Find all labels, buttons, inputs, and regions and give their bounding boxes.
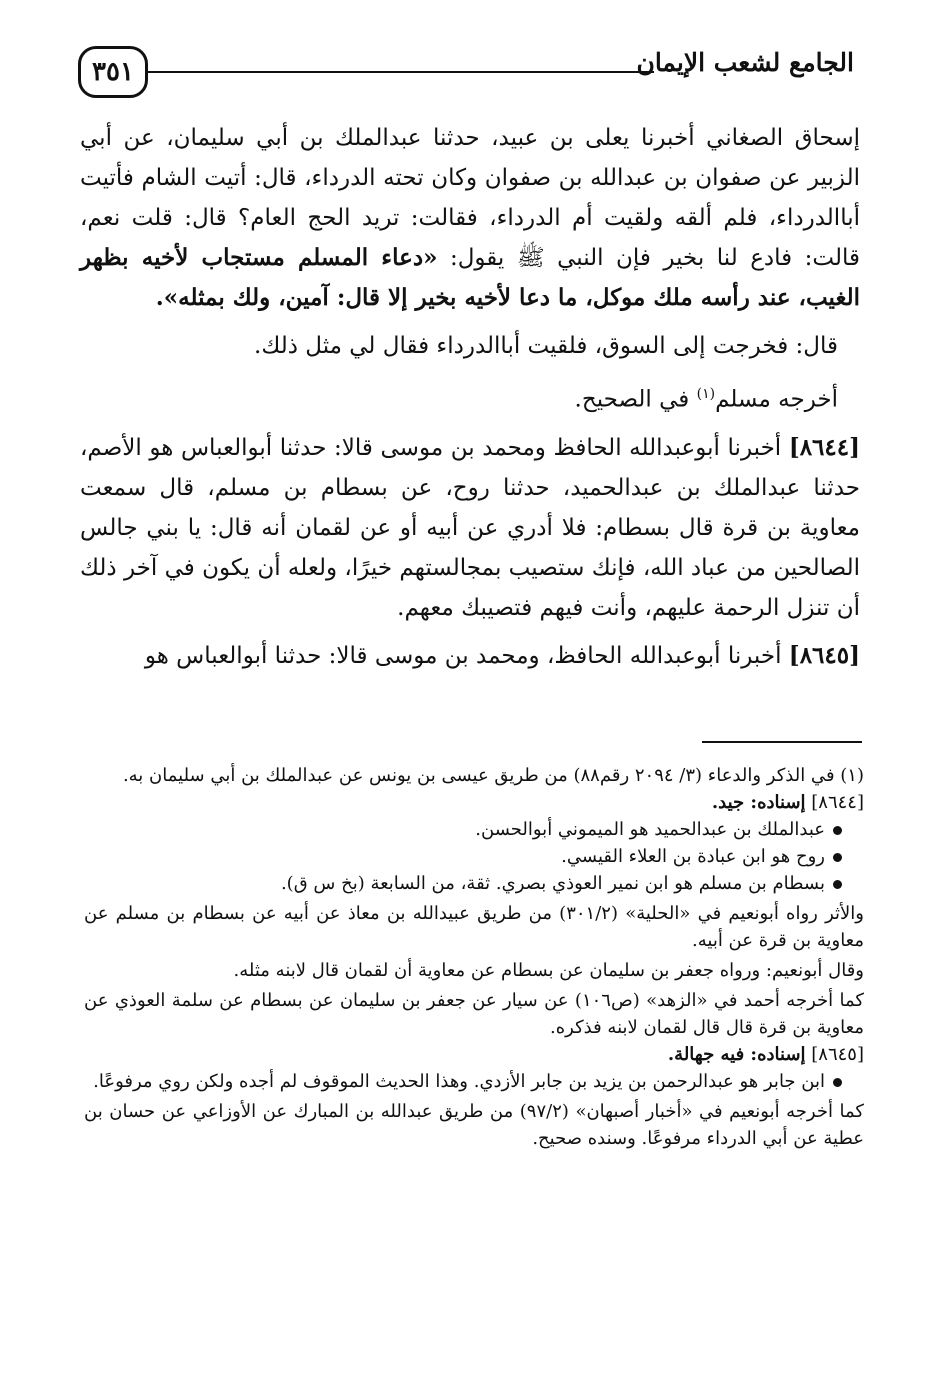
footnote-bullet-text: بسطام بن مسلم هو ابن نمير العوذي بصري. ثقة، من السابعة (بخ س ق). bbox=[280, 873, 825, 894]
paragraph-2: قال: فخرجت إلى السوق، فلقيت أباالدرداء فقال لي مثل ذلك. bbox=[254, 333, 838, 359]
paragraph-3-text-end: في الصحيح. bbox=[574, 386, 690, 413]
footnote-separator bbox=[702, 741, 862, 743]
paragraph-5 bbox=[80, 636, 860, 676]
header-rule bbox=[148, 71, 654, 73]
bullet-icon bbox=[833, 853, 842, 862]
paragraph-1-text: إسحاق الصغاني أخبرنا يعلى بن عبيد، حدثنا عبدالملك بن أبي سليمان، عن أبي الزبير عن صفوان بن عبدالله بن صفوان وكان تحته الدرداء، قال: أتيت الشام فأتيت أباالدرداء، فلم ألقه ولقيت أم الدرداء، فقالت: تريد الحج العام؟ قال: قلت نعم، قالت: فادع لنا بخير فإن النبي ﷺ يقول: bbox=[80, 125, 860, 271]
footnote-1: (١) في الذكر والدعاء (٣/ ٢٠٩٤ رقم٨٨) من طريق عيسى بن يونس عن عبدالملك بن أبي سليمان به. bbox=[122, 765, 864, 786]
footnote-bullet-text: عبدالملك بن عبدالحميد هو الميموني أبوالحسن. bbox=[475, 819, 825, 840]
narration-number: [٨٦٤٥] bbox=[788, 641, 860, 669]
footnote-bullet bbox=[84, 816, 864, 843]
footnote-paragraph: والأثر رواه أبونعيم في «الحلية» (٣٠١/٢) من طريق عبيدالله بن معاذ عن أبيه عن بسطام بن مسلم عن معاوية بن قرة عن أبيه. bbox=[84, 903, 864, 951]
paragraph-1 bbox=[80, 118, 860, 318]
footnote-bullet-text: ابن جابر هو عبدالرحمن بن يزيد بن جابر الأزدي. وهذا الحديث الموقوف لم أجده ولكن روي مرفوعًا. bbox=[93, 1071, 825, 1092]
footnote-bullet bbox=[84, 870, 864, 897]
footnote-number: [٨٦٤٤] bbox=[811, 792, 864, 813]
footnote-number: [٨٦٤٥] bbox=[811, 1044, 864, 1065]
running-title: الجامع لشعب الإيمان bbox=[636, 48, 854, 77]
bullet-icon bbox=[833, 826, 842, 835]
narration-number: [٨٦٤٤] bbox=[788, 433, 861, 461]
footnote-paragraph: كما أخرجه أحمد في «الزهد» (ص١٠٦) عن سيار عن جعفر بن سليمان عن بسطام عن سلمة العوذي عن معاوية بن قرة قال قال لقمان لابنه فذكره. bbox=[84, 990, 864, 1038]
paragraph-3 bbox=[80, 374, 860, 420]
footnote-bullet-text: روح هو ابن عبادة بن العلاء القيسي. bbox=[561, 846, 825, 867]
paragraph-3-text: أخرجه مسلم bbox=[715, 386, 838, 413]
footnote-bullet bbox=[84, 1068, 864, 1095]
page-header bbox=[78, 40, 854, 114]
page-number: ٣٥١ bbox=[78, 46, 148, 98]
paragraph-4-text: أخبرنا أبوعبدالله الحافظ ومحمد بن موسى قالا: حدثنا أبوالعباس هو الأصم، حدثنا عبدالملك بن عبدالحميد، حدثنا روح، عن بسطام بن مسلم، قال سمعت معاوية بن قرة قال بسطام: فلا أدري عن أبيه أو عن لقمان أنه قال: يا بني جالس الصالحين من عباد الله، فإنك ستصيب بمجالستهم خيرًا، ولعله أن يكون في آخر ذلك أن تنزل الرحمة عليهم، وأنت فيهم فتصيبك معهم. bbox=[80, 434, 860, 621]
footnote-paragraph: كما أخرجه أبونعيم في «أخبار أصبهان» (٩٧/٢) من طريق عبدالله بن المبارك عن الأوزاعي عن حسان بن عطية عن أبي الدرداء مرفوعًا. وسنده صحيح. bbox=[84, 1101, 864, 1149]
footnote-grading: إسناده: فيه جهالة. bbox=[667, 1044, 806, 1065]
footnote-reference: (١) bbox=[696, 386, 716, 402]
footnote-8645-heading bbox=[84, 1041, 864, 1068]
paragraph-5-text: أخبرنا أبوعبدالله الحافظ، ومحمد بن موسى قالا: حدثنا أبوالعباس هو bbox=[144, 642, 782, 669]
hadith-quote: «دعاء المسلم مستجاب لأخيه بظهر الغيب، عند رأسه ملك موكل، ما دعا لأخيه بخير إلا قال: آمين، ولك بمثله». bbox=[80, 244, 860, 311]
paragraph-4 bbox=[80, 428, 860, 628]
main-text bbox=[80, 118, 860, 676]
bullet-icon bbox=[833, 880, 842, 889]
footnote-8644-heading bbox=[84, 789, 864, 816]
footnote-grading: إسناده: جيد. bbox=[711, 792, 806, 813]
footnote-bullet bbox=[84, 843, 864, 870]
footnotes bbox=[84, 762, 864, 1152]
footnote-paragraph: وقال أبونعيم: ورواه جعفر بن سليمان عن بسطام عن معاوية أن لقمان قال لابنه مثله. bbox=[233, 960, 864, 981]
bullet-icon bbox=[833, 1078, 842, 1087]
